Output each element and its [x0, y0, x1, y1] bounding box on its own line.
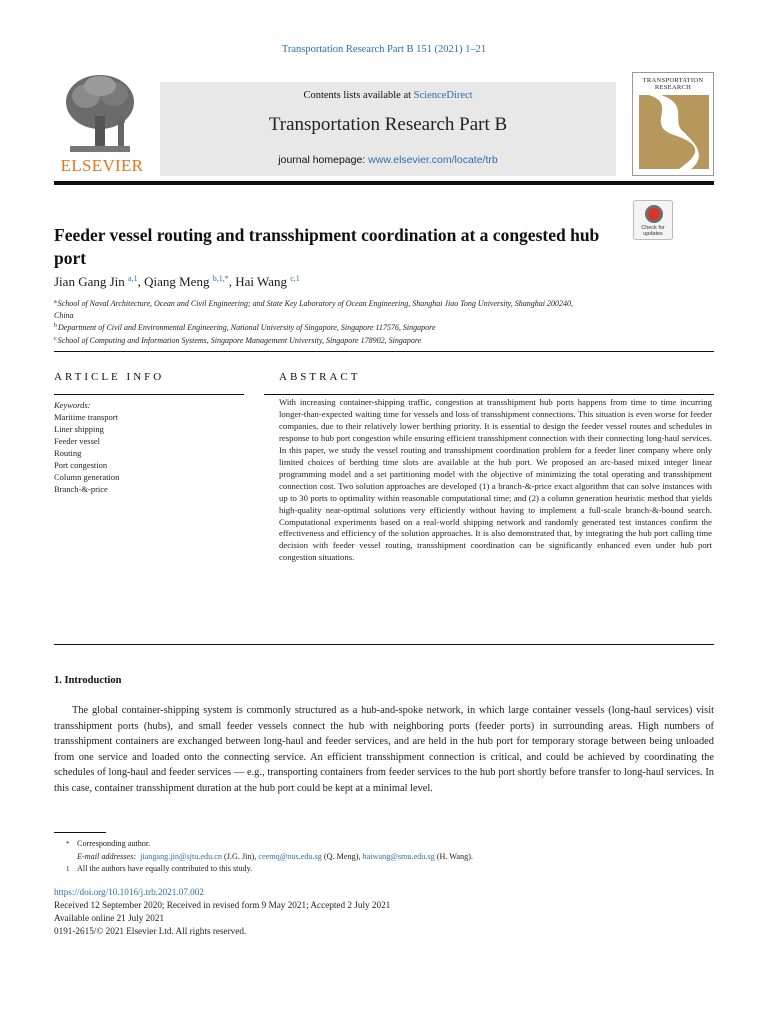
email-owner: (H. Wang). — [434, 851, 473, 861]
affiliation-text: School of Computing and Information Systems, Singapore Management University, Singapore 178902, Singapore — [57, 335, 422, 345]
author-affiliation-marks[interactable]: b,1,* — [212, 274, 229, 283]
journal-banner — [160, 82, 616, 176]
affiliation-rule — [54, 351, 714, 352]
footnote-equal-contribution — [66, 863, 706, 876]
masthead — [54, 72, 714, 180]
keyword-list — [54, 411, 244, 495]
affiliation-text: School of Naval Architecture, Ocean and Civil Engineering; and State Key Laboratory of Ocean Engineering, Shanghai Jiao Tong University, Shanghai 200240, China — [54, 299, 574, 320]
keyword-item: Column generation — [54, 472, 120, 482]
footnote-mark: 1 — [66, 865, 70, 873]
introduction-heading: 1. Introduction — [54, 675, 122, 686]
affiliation-item — [54, 334, 594, 347]
article-info-heading: ARTICLE INFO — [54, 371, 165, 383]
footnote-text: All the authors have equally contributed to this study. — [77, 864, 253, 873]
check-updates-label: Check for updates — [641, 225, 665, 237]
affiliations — [54, 297, 594, 346]
header-rule — [54, 181, 714, 185]
journal-title: Transportation Research Part B — [268, 114, 508, 135]
elsevier-logo[interactable] — [54, 72, 150, 176]
bookmark-icon — [645, 205, 663, 223]
author-separator: , — [228, 274, 236, 289]
email-link[interactable]: haiwang@smu.edu.sg — [362, 851, 435, 861]
cover-title: TRANSPORTATION RESEARCH — [642, 77, 704, 91]
homepage-prefix: journal homepage: — [278, 154, 369, 166]
sciencedirect-link[interactable]: ScienceDirect — [413, 90, 473, 101]
keyword-item: Maritime transport — [54, 412, 118, 422]
keywords-label: Keywords: — [54, 400, 91, 410]
footnote-corresponding — [66, 838, 706, 851]
author-affiliation-marks[interactable]: c,1 — [290, 274, 300, 283]
email-list — [140, 851, 473, 864]
author-name[interactable]: Hai Wang — [235, 274, 291, 289]
email-link[interactable]: ceemq@nus.edu.sg — [258, 851, 322, 861]
author-separator: , — [137, 274, 145, 289]
copyright: 0191-2615/© 2021 Elsevier Ltd. All rights reserved. — [54, 926, 247, 936]
footnote-emails — [66, 851, 706, 864]
homepage-link[interactable]: www.elsevier.com/locate/trb — [368, 154, 498, 166]
affiliation-mark: c — [54, 335, 57, 342]
keywords-block — [54, 399, 244, 495]
keyword-item: Liner shipping — [54, 424, 104, 434]
footnote-text: Corresponding author. — [77, 839, 151, 848]
elsevier-tree-icon — [60, 72, 140, 154]
abstract-rule — [264, 394, 714, 395]
journal-reference[interactable]: Transportation Research Part B 151 (2021) 1–21 — [281, 44, 487, 55]
email-owner: (J.G. Jin), — [221, 851, 259, 861]
keyword-item: Feeder vessel — [54, 436, 101, 446]
author-list — [54, 274, 300, 290]
abstract-heading: ABSTRACT — [279, 371, 361, 383]
footnotes — [66, 838, 706, 876]
footnote-rule — [54, 832, 106, 833]
introduction-paragraph: The global container-shipping system is commonly structured as a hub-and-spoke network, in which large container vessels (long-haul services) visit transshipment ports (hubs), and small feeder vessels connect the hub with neighboring ports (feeder ports) in surrounding areas. High numbers of transshipment containers are exchanged between long-haul and feeder services, and are held in the hub port for temporary storage between being unloaded from one service and loaded onto the connecting service. An efficient transshipment connection is critical, and could be achieved by coordinating the schedules of long-haul and feeder services — e.g., transporting containers from feeder services to the hub port shortly before transfer to long-haul services. In this case, container transshipment duration at the hub port could be kept at a minimal level. — [54, 705, 714, 794]
check-for-updates-badge[interactable] — [633, 200, 673, 240]
journal-cover[interactable] — [632, 72, 714, 176]
author-affiliation-marks[interactable]: a,1 — [128, 274, 138, 283]
footnote-mark: * — [66, 840, 70, 848]
author-name[interactable]: Jian Gang Jin — [54, 274, 129, 289]
homepage-line — [160, 154, 616, 166]
paper-title: Feeder vessel routing and transshipment coordination at a congested hub port — [54, 225, 600, 268]
keyword-item: Port congestion — [54, 460, 108, 470]
received-dates: Received 12 September 2020; Received in revised form 9 May 2021; Accepted 2 July 2021 — [54, 900, 391, 910]
doi-link[interactable]: https://doi.org/10.1016/j.trb.2021.07.002 — [54, 887, 204, 897]
online-date: Available online 21 July 2021 — [54, 913, 165, 923]
elsevier-wordmark: ELSEVIER — [60, 156, 144, 175]
abstract-end-rule — [54, 644, 714, 645]
abstract-text: With increasing container-shipping traffic, congestion at transshipment hub ports happens from time to time incurring longer-than-expected waiting time for vessels and loss of transshipment connections. This situation is even worse for feeder companies, due to their relatively lower berthing priority. It is essential to design the feeder vessel routes and schedules in response to hub port congestion while ensuring efficient transshipment connection with their connecting long-haul services. In this paper, we study the vessel routing and transshipment coordination problem for a feeder liner company where only limited choices of berthing time slots are available at the hub port. We proposed an arc-based mixed integer linear programming model and a set partitioning model with the objective of minimizing the total operating and transshipment connection cost. Two solution approaches are developed (1) a branch-&-price exact algorithm that can solve instances with up to 30 ports to optimality within reasonable computational time; and (2) a column generation heuristic method that yields high-quality near-optimal solutions very efficiently without having to implement a full-scale branch-&-bound search. Computational experiments based on a real-world shipping network and randomly generated test instances confirm the effectiveness and efficiency of the solution approaches. It is also demonstrated that, by integrating the hub port calling time decision with feeder vessel routing, transshipment coordination can be significantly enhanced even under hub port congestion situations. — [279, 397, 712, 563]
email-label: E-mail addresses: — [77, 851, 137, 861]
keyword-item: Branch-&-price — [54, 484, 108, 494]
affiliation-item — [54, 297, 594, 321]
email-owner: (Q. Meng), — [321, 851, 363, 861]
keyword-item: Routing — [54, 448, 82, 458]
affiliation-text: Department of Civil and Environmental Engineering, National University of Singapore, Singapore 117576, Singapore — [58, 323, 436, 332]
cover-road-icon — [639, 95, 709, 169]
contents-prefix: Contents lists available at — [303, 90, 414, 101]
affiliation-item — [54, 321, 594, 334]
publication-info — [54, 886, 390, 938]
affiliation-mark: a — [54, 299, 57, 305]
email-link[interactable]: jiangang.jin@sjtu.edu.cn — [140, 851, 222, 861]
author-name[interactable]: Qiang Meng — [144, 274, 213, 289]
keywords-rule — [54, 394, 244, 395]
affiliation-mark: b — [54, 323, 57, 329]
contents-line — [160, 90, 616, 101]
